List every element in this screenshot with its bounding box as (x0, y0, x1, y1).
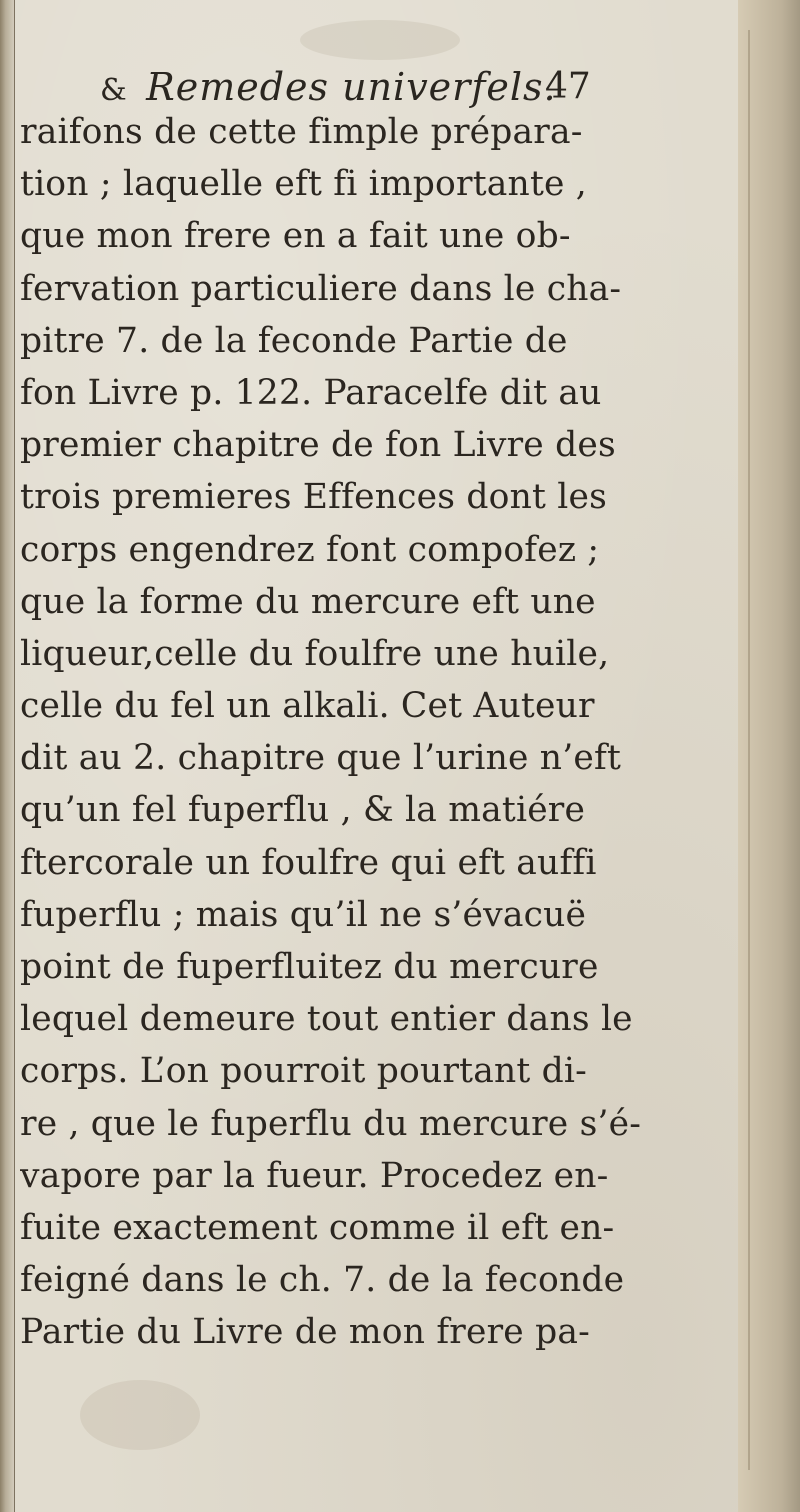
gutter-line (14, 0, 15, 1512)
header-ornament: & (100, 73, 127, 108)
text-line: raifons de cette fimple prépara- (20, 112, 583, 152)
text-line: que mon frere en a fait une ob- (20, 216, 571, 257)
text-line: vapore par la fueur. Procedez en- (20, 1155, 609, 1196)
running-title: Remedes univerfels. (146, 65, 557, 109)
text-line: fuperflu ; mais qu’il ne s’évacuë (20, 894, 587, 935)
text-line: fervation particuliere dans le cha- (20, 268, 622, 309)
text-line: lequel demeure tout entier dans le (20, 999, 633, 1040)
text-line: fuite exactement comme il eft en- (20, 1207, 615, 1248)
text-line: ftercorale un foulfre qui eft auffi (20, 842, 597, 883)
text-line: pitre 7. de la feconde Partie de (20, 320, 568, 361)
text-line: qu’un fel fuperflu , & la matiére (20, 790, 586, 831)
text-line: tion ; laquelle eft fi importante , (20, 164, 587, 205)
body-text (20, 106, 720, 1359)
text-line: point de fuperfluitez du mercure (20, 947, 599, 987)
text-line: dit au 2. chapitre que l’urine n’eft (20, 738, 622, 779)
text-line: que la forme du mercure eft une (20, 581, 596, 622)
text-line: premier chapitre de fon Livre des (20, 425, 616, 466)
text-line: liqueur,celle du foulfre une huile, (20, 633, 610, 674)
page-number: 47 (545, 66, 591, 107)
text-line: feigné dans le ch. 7. de la feconde (20, 1260, 625, 1301)
paper-stain (300, 20, 460, 60)
running-header (100, 62, 680, 112)
text-line: trois premieres Effences dont les (20, 477, 608, 518)
text-line: Partie du Livre de mon frere pa- (20, 1312, 590, 1353)
text-line: fon Livre p. 122. Paracelfe dit au (20, 372, 602, 413)
paper-stain (80, 1380, 200, 1450)
text-line: re , que le fuperflu du mercure s’é- (20, 1103, 642, 1144)
page-binding-edge (0, 0, 14, 1512)
text-line: corps engendrez font compofez ; (20, 529, 600, 570)
text-line: corps. L’on pourroit pourtant di- (20, 1051, 587, 1092)
text-line: celle du fel un alkali. Cet Auteur (20, 686, 595, 727)
page-edge-line (748, 30, 750, 1470)
